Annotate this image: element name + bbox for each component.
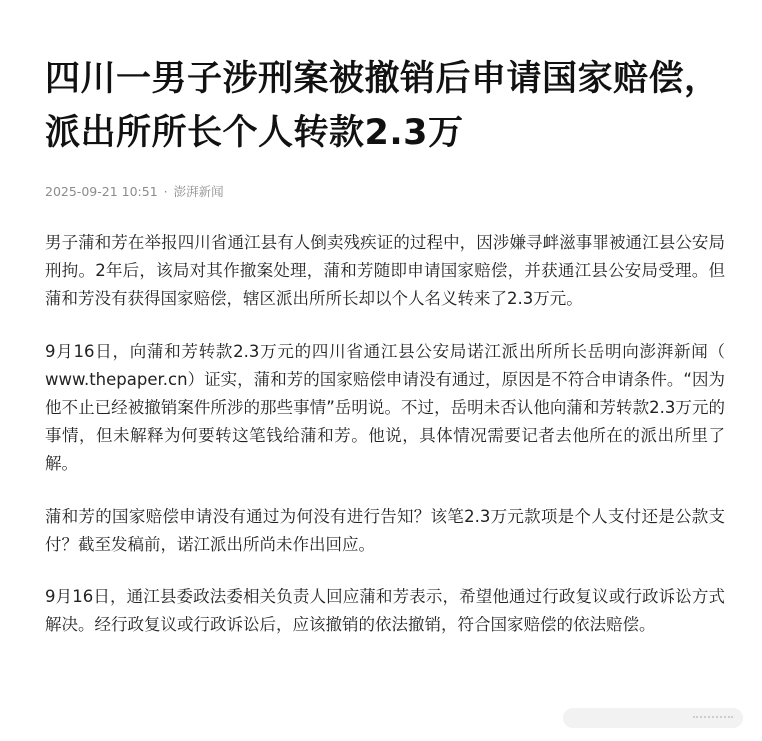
meta-separator: · <box>163 184 168 199</box>
paragraph-1: 男子蒲和芳在举报四川省通江县有人倒卖残疾证的过程中，因涉嫌寻衅滋事罪被通江县公安局刑拘。2年后，该局对其作撤案处理，蒲和芳随即申请国家赔偿，并获通江县公安局受理。但蒲和芳没有获得国家赔偿，辖区派出所所长却以个人名义转来了2.3万元。 <box>45 233 725 308</box>
article-meta <box>45 182 725 202</box>
scroll-grip-icon <box>693 716 733 722</box>
paragraph-3: 蒲和芳的国家赔偿申请没有通过为何没有进行告知？该笔2.3万元款项是个人支付还是公款支付？截至发稿前，诺江派出所尚未作出回应。 <box>45 507 725 554</box>
scroll-indicator[interactable] <box>563 708 743 728</box>
source-name: 澎湃新闻 <box>173 184 224 199</box>
publish-date: 2025-09-21 10:51 <box>45 184 158 199</box>
paragraph-4: 9月16日，通江县委政法委相关负责人回应蒲和芳表示，希望他通过行政复议或行政诉讼方式解决。经行政复议或行政诉讼后，应该撤销的依法撤销，符合国家赔偿的依法赔偿。 <box>45 587 725 634</box>
article <box>45 52 725 639</box>
paragraph-2: 9月16日，向蒲和芳转款2.3万元的四川省通江县公安局诺江派出所所长岳明向澎湃新闻（ www.thepaper.cn）证实，蒲和芳的国家赔偿申请没有通过，原因是不符合申请条件。“因为他不止已经被撤销案件所涉的那些事情”岳明说。不过，岳明未否认他向蒲和芳转款2.3万元的事情，但未解释为何要转这笔钱给蒲和芳。他说，具体情况需要记者去他所在的派出所里了解。 <box>45 342 725 473</box>
article-title: 四川一男子涉刑案被撤销后申请国家赔偿，派出所所长个人转款2.3万 <box>45 59 720 153</box>
